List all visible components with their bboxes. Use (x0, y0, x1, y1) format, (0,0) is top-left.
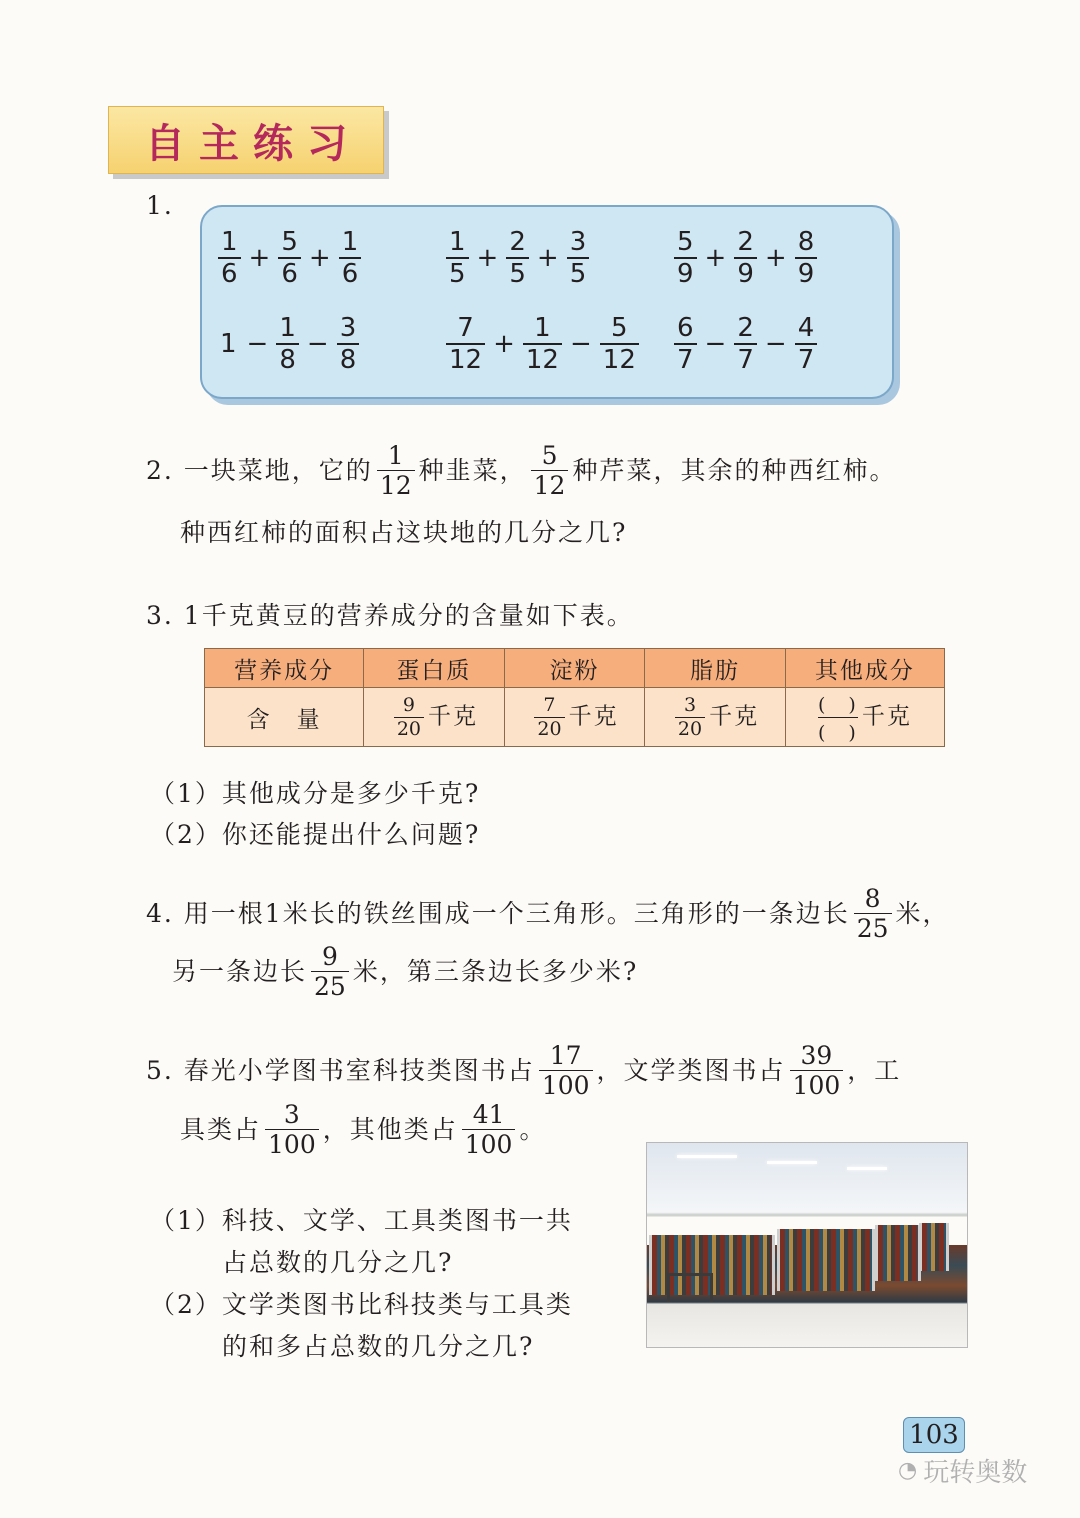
fraction-denominator: 20 (394, 717, 424, 739)
ex5-text-5: ，其他类占 (322, 1114, 458, 1144)
fraction-numerator: 1 (534, 313, 551, 343)
fraction-numerator: 2 (737, 227, 754, 257)
fraction-denominator: 100 (790, 1070, 844, 1098)
fraction (337, 315, 360, 373)
fraction (446, 315, 485, 373)
watermark (898, 1452, 1027, 1489)
fraction-numerator: 1 (387, 440, 404, 470)
fraction-denominator: 100 (462, 1129, 516, 1157)
fraction-denominator: 20 (675, 717, 705, 739)
fraction-denominator: 8 (276, 343, 299, 373)
table-header-cell: 淀粉 (504, 649, 645, 688)
fraction-denominator: 20 (534, 717, 564, 739)
ex4-line-1 (146, 883, 950, 943)
ex4-line-2 (172, 941, 638, 1001)
fraction-numerator: 7 (543, 693, 556, 716)
ex1-expression-box (200, 205, 894, 399)
ex4-fraction-1 (854, 883, 892, 943)
ex4-text-2: 米， (895, 898, 950, 928)
fraction (506, 229, 529, 287)
fraction-numerator: 2 (509, 227, 526, 257)
watermark-text: 玩转奥数 (923, 1458, 1028, 1488)
fraction-denominator: 25 (311, 971, 349, 999)
blank-fraction (818, 690, 858, 745)
ex1-expression (214, 315, 363, 373)
unit-label: 千克 (861, 703, 912, 729)
page-number: 103 (903, 1417, 965, 1453)
table-cell (504, 688, 645, 747)
section-title-banner (108, 106, 384, 174)
unit-label: 千克 (568, 703, 619, 729)
fraction-denominator: 9 (734, 257, 757, 287)
fraction-denominator: 100 (539, 1070, 593, 1098)
fraction (600, 315, 639, 373)
ex5-line-1 (146, 1040, 901, 1100)
ex5-text-6: 。 (519, 1114, 547, 1144)
fraction (339, 229, 362, 287)
fraction-numerator: 17 (549, 1040, 582, 1070)
table-header-cell: 蛋白质 (364, 649, 505, 688)
table-row (205, 688, 945, 747)
ex3-intro: 3. 1千克黄豆的营养成分的含量如下表。 (146, 601, 634, 630)
fraction-denominator: 12 (377, 470, 415, 498)
ex2-line-2: 种西红柿的面积占这块地的几分之几? (180, 518, 628, 547)
fraction-numerator: 3 (569, 227, 587, 257)
fraction (734, 315, 757, 373)
fraction-numerator: 2 (737, 313, 754, 343)
operator: + (308, 243, 331, 273)
fraction-numerator: 4 (797, 313, 815, 343)
ex2-text-3: 种芹菜，其余的种西红柿。 (572, 455, 897, 485)
fraction-numerator: 3 (339, 313, 357, 343)
table-row-label: 含 量 (205, 688, 364, 747)
table-cell (785, 688, 944, 747)
ex1-expression (670, 229, 821, 287)
table-cell (364, 688, 505, 747)
ex1-expression (214, 229, 365, 287)
ex5-fraction-4 (462, 1099, 516, 1159)
ex5-line-2 (180, 1099, 546, 1159)
ex5-question-2b: 的和多占总数的几分之几? (222, 1332, 535, 1361)
fraction-numerator: 5 (677, 227, 694, 257)
ex3-question-2: （2）你还能提出什么问题? (150, 820, 481, 849)
operator: + (248, 243, 271, 273)
fraction (674, 315, 697, 373)
fraction-denominator: 12 (446, 343, 485, 373)
fraction-denominator: 6 (278, 257, 301, 287)
fraction-denominator: 8 (337, 343, 360, 373)
unit-label: 千克 (709, 703, 760, 729)
fraction-numerator: 1 (341, 227, 359, 257)
section-title: 自主练习 (145, 120, 361, 167)
fraction-numerator: 3 (683, 693, 697, 716)
blank-numerator: ( ) (817, 693, 858, 716)
nutrition-table (204, 648, 945, 747)
operator: − (569, 329, 592, 359)
ex5-text-4: 具类占 (180, 1114, 262, 1144)
fraction (674, 229, 697, 287)
fraction-numerator: 41 (472, 1099, 505, 1129)
fraction-numerator: 5 (281, 227, 298, 257)
fraction-denominator: 100 (265, 1129, 319, 1157)
operator: + (704, 243, 727, 273)
fraction (795, 229, 818, 287)
fraction-numerator: 9 (402, 693, 415, 716)
table-header-cell: 营养成分 (205, 649, 364, 688)
fraction (278, 229, 301, 287)
fraction (218, 229, 241, 287)
ex2-text-1: 2. 一块菜地，它的 (146, 455, 373, 485)
fraction-numerator: 39 (800, 1040, 833, 1070)
fraction (276, 315, 299, 373)
table-header-cell: 其他成分 (785, 649, 944, 688)
table-cell (645, 688, 786, 747)
ex5-fraction-3 (265, 1099, 319, 1159)
ex5-fraction-2 (790, 1040, 844, 1100)
ex5-question-1b: 占总数的几分之几? (222, 1248, 454, 1277)
fraction-denominator: 9 (795, 257, 818, 287)
fraction (734, 229, 757, 287)
fraction-numerator: 3 (283, 1099, 300, 1129)
ex4-text-4: 米，第三条边长多少米? (352, 956, 639, 986)
fraction-denominator: 6 (218, 257, 241, 287)
table-header-row (205, 649, 945, 688)
ex5-text-2: ，文学类图书占 (596, 1055, 786, 1085)
fraction (523, 315, 562, 373)
fraction-numerator: 9 (321, 941, 338, 971)
ex4-text-1: 4. 用一根1米长的铁丝围成一个三角形。三角形的一条边长 (146, 898, 850, 928)
unit-label: 千克 (428, 703, 479, 729)
fraction-numerator: 1 (279, 313, 296, 343)
fraction (567, 229, 590, 287)
fraction (446, 229, 469, 287)
library-photo (646, 1142, 968, 1348)
ex5-question-2a: （2）文学类图书比科技类与工具类 (150, 1290, 573, 1319)
fraction-numerator: 5 (541, 440, 558, 470)
ex5-question-1a: （1）科技、文学、工具类图书一共 (150, 1206, 573, 1235)
operator: − (306, 329, 329, 359)
whole-number: 1 (220, 329, 237, 359)
operator: + (493, 329, 515, 359)
fraction-denominator: 25 (854, 913, 892, 941)
fraction-denominator: 9 (674, 257, 697, 287)
fraction-denominator: 5 (446, 257, 469, 287)
fraction-denominator: 6 (339, 257, 362, 287)
ex1-expression (442, 315, 643, 373)
fraction-denominator: 12 (523, 343, 562, 373)
ex1-expression (442, 229, 593, 287)
fraction-denominator: 7 (674, 343, 697, 373)
ex1-number: 1. (146, 191, 174, 220)
fraction-denominator: 12 (600, 343, 639, 373)
fraction-numerator: 7 (457, 313, 474, 343)
table-header-cell: 脂肪 (645, 649, 786, 688)
fraction-denominator: 7 (734, 343, 757, 373)
operator: + (536, 243, 559, 273)
ex5-text-1: 5. 春光小学图书室科技类图书占 (146, 1055, 535, 1085)
ex4-text-3: 另一条边长 (172, 956, 308, 986)
operator: − (246, 329, 269, 359)
ex2-text-2: 种韭菜， (418, 455, 527, 485)
operator: + (476, 243, 499, 273)
ex2-fraction-1 (377, 440, 415, 500)
ex1-expression (670, 315, 821, 373)
fraction (795, 315, 818, 373)
operator: + (764, 243, 787, 273)
ex2-fraction-2 (531, 440, 569, 500)
operator: − (764, 329, 787, 359)
fraction-numerator: 8 (864, 883, 881, 913)
fraction-denominator: 5 (506, 257, 529, 287)
ex5-fraction-1 (539, 1040, 593, 1100)
fraction-numerator: 6 (677, 313, 694, 343)
fraction-denominator: 12 (531, 470, 569, 498)
fraction-numerator: 1 (449, 227, 466, 257)
fraction-numerator: 5 (611, 313, 628, 343)
fraction-denominator: 5 (567, 257, 590, 287)
ex2-line-1 (146, 440, 896, 500)
fraction-denominator: 7 (795, 343, 818, 373)
blank-denominator: ( ) (818, 717, 858, 745)
operator: − (704, 329, 727, 359)
ex3-question-1: （1）其他成分是多少千克? (150, 779, 481, 808)
fraction-numerator: 1 (221, 227, 238, 257)
ex4-fraction-2 (311, 941, 349, 1001)
fraction-numerator: 8 (797, 227, 815, 257)
ex5-text-3: ，工 (847, 1055, 902, 1085)
wechat-icon: ◔ (898, 1458, 918, 1483)
